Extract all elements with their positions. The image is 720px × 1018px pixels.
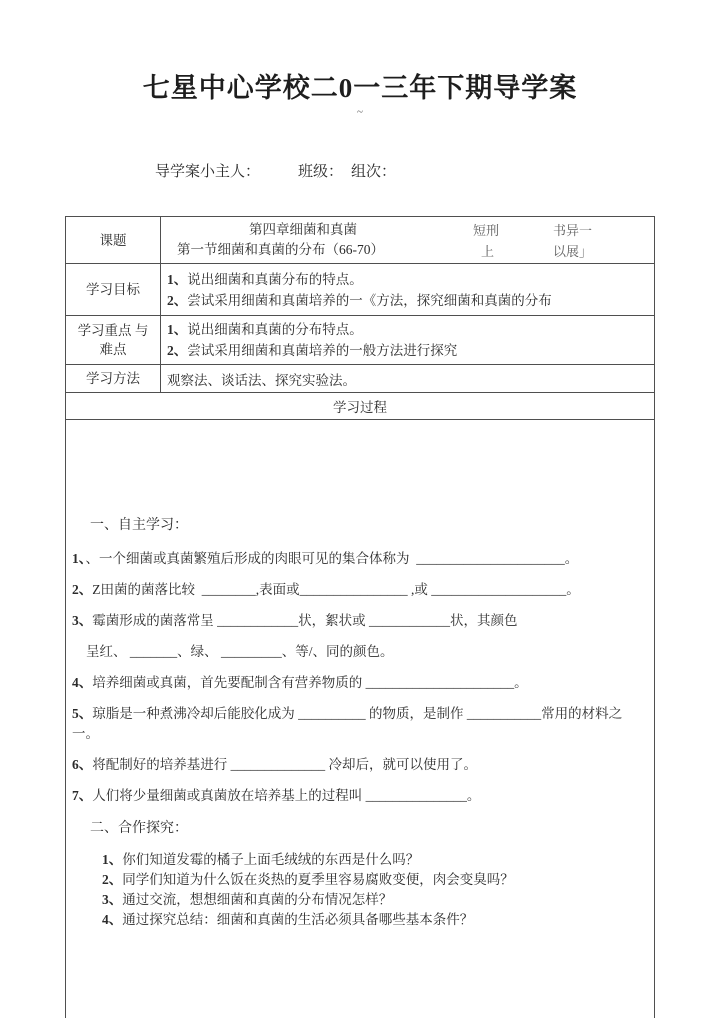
- table-row-objectives: [66, 264, 655, 316]
- header-fill-line: [140, 143, 720, 198]
- item-text: 琼脂是一种煮沸冷却后能胶化成为 __________ 的物质，是制作 ___________常用的材料之一。: [72, 705, 623, 741]
- item-text: 同学们知道为什么饭在炎热的夏季里容易腐败变便，肉会变臭吗？: [122, 871, 514, 887]
- cooperation-section-title: 二、合作探究：: [90, 820, 188, 836]
- item-number: 4、: [102, 911, 123, 927]
- table-row-methods: [66, 365, 655, 393]
- objectives-content: [161, 264, 655, 316]
- fill-blank-item-continuation: [72, 642, 648, 662]
- table-row-process-header: [66, 393, 655, 420]
- page-title: 七星中心学校二0一三年下期导学案: [142, 73, 578, 103]
- item-text: 尝试采用细菌和真菌培养的一《方法，探究细菌和真菌的分布: [187, 292, 552, 308]
- table-row-topic: [66, 217, 655, 264]
- objective-item: [167, 290, 648, 311]
- objective-item: [167, 269, 648, 290]
- table-row-key-points: [66, 316, 655, 365]
- class-label: 班级：: [298, 164, 344, 180]
- lesson-plan-table: [65, 216, 655, 1018]
- discussion-question: [72, 890, 648, 910]
- title-mark: ~: [357, 106, 363, 118]
- owner-label: 导学案小主人：: [155, 164, 261, 180]
- fill-blank-item: [72, 611, 648, 631]
- item-number: 2、: [102, 871, 123, 887]
- item-number: 4、: [72, 674, 93, 690]
- fill-blank-item: [72, 580, 648, 600]
- topic-label: 课题: [66, 217, 161, 264]
- item-text: 培养细菌或真菌，首先要配制含有营养物质的 ______________________。: [92, 674, 528, 690]
- note-bottom-left: 上: [481, 244, 495, 259]
- item-text: 呈红、 _______、绿、 _________、等/、同的颜色。: [86, 643, 394, 659]
- item-number: 2、: [167, 343, 188, 358]
- process-header: 学习过程: [66, 393, 655, 420]
- discussion-question: [72, 910, 648, 930]
- item-text: Z田菌的菌落比较 ________,表面或________________ ,或 ____________________。: [92, 581, 580, 597]
- note-top-right: 书异一: [553, 223, 593, 238]
- item-text: 尝试采用细菌和真菌培养的一般方法进行探究: [187, 343, 458, 358]
- note-bottom-right: 以展」: [553, 244, 593, 259]
- fill-blank-item: [72, 673, 648, 693]
- objectives-label: 学习目标: [66, 264, 161, 316]
- item-number: 2、: [167, 292, 188, 308]
- item-text: 将配制好的培养基进行 ______________ 冷却后，就可以使用了。: [92, 756, 477, 772]
- fill-blank-item: [72, 786, 648, 806]
- discussion-question: [72, 870, 648, 890]
- item-number: 1、: [102, 851, 123, 867]
- self-study-section-title: 一、自主学习：: [90, 517, 188, 533]
- item-number: 6、: [72, 756, 93, 772]
- item-text: 人们将少量细菌或真菌放在培养基上的过程叫 _______________。: [92, 787, 481, 803]
- methods-label: 学习方法: [66, 365, 161, 393]
- item-number: 1、: [167, 271, 188, 287]
- key-points-content: [161, 316, 655, 365]
- chapter-title: 第四章细菌和真菌: [249, 222, 357, 237]
- item-text: 通过交流，想想细菌和真菌的分布情况怎样？: [122, 891, 393, 907]
- item-number: 2、: [72, 581, 93, 597]
- topic-content: [161, 217, 655, 264]
- item-text: 霉菌形成的菌落常呈 ____________状，絮状或 ____________状，其颜色: [92, 612, 518, 628]
- key-point-item: [167, 340, 648, 361]
- process-content: [66, 420, 655, 1018]
- note-top-left: 短刑: [473, 223, 500, 238]
- item-number: 7、: [72, 787, 93, 803]
- table-row-process: [66, 420, 655, 1018]
- discussion-question: [72, 850, 648, 870]
- item-number: 3、: [102, 891, 123, 907]
- item-number: 3、: [72, 612, 93, 628]
- item-number: 5、: [72, 705, 93, 721]
- item-text: 通过探究总结：细菌和真菌的生活必须具备哪些基本条件？: [122, 911, 474, 927]
- item-number: 1、: [72, 550, 86, 566]
- fill-blank-item: [72, 549, 648, 569]
- section-title-line: 第一节细菌和真菌的分布（66-70）: [177, 242, 384, 257]
- item-number: 1、: [167, 322, 188, 337]
- fill-blank-item: [72, 704, 648, 744]
- fill-blank-item: [72, 755, 648, 775]
- group-label: 组次：: [351, 164, 397, 180]
- key-point-item: [167, 319, 648, 340]
- item-text: 说出细菌和真菌分布的特点。: [187, 271, 363, 287]
- item-text: 你们知道发霉的橘子上面毛绒绒的东西是什么吗？: [122, 851, 420, 867]
- key-points-label: 学习重点 与难点: [66, 316, 161, 365]
- item-text: 、一个细菌或真菌繁殖后形成的肉眼可见的集合体称为 ______________________。: [85, 550, 579, 566]
- item-text: 说出细菌和真菌的分布特点。: [187, 322, 363, 337]
- methods-content: 观察法、谈话法、探究实验法。: [161, 365, 655, 393]
